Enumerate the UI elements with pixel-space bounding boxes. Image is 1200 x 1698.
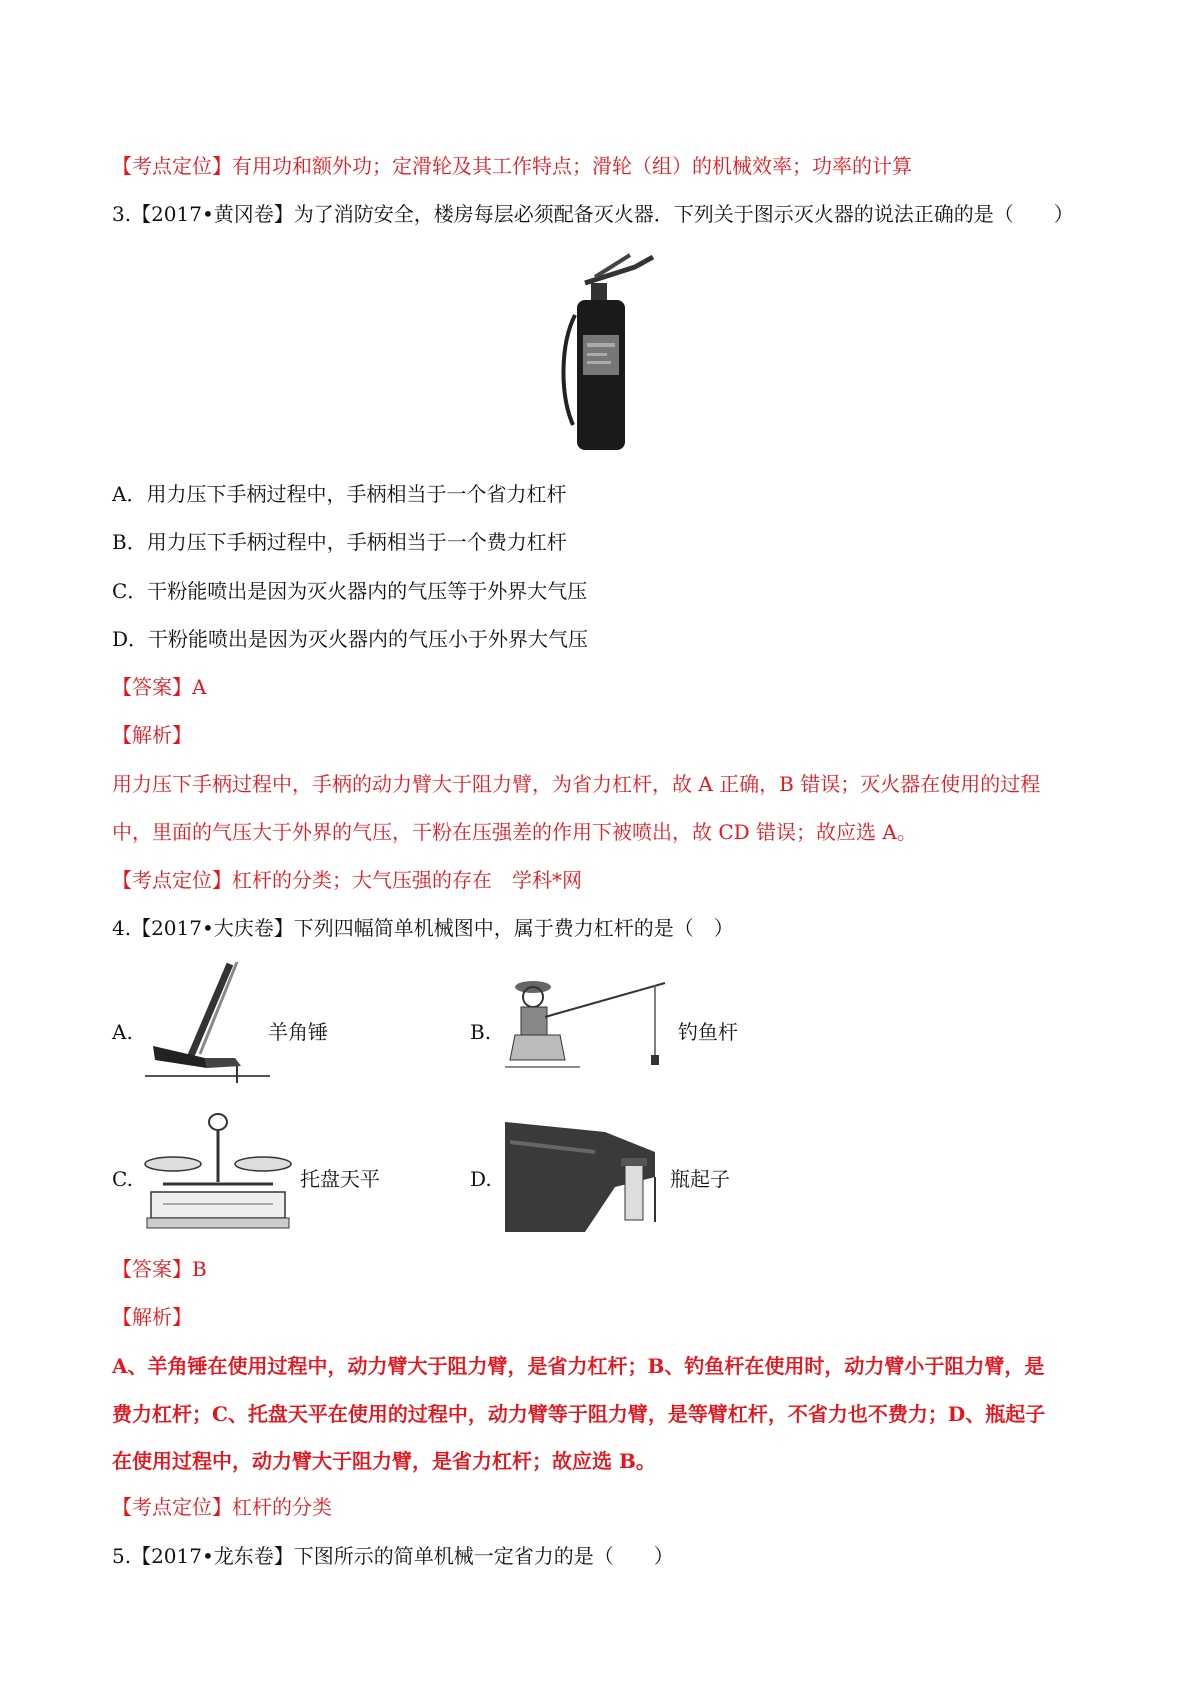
q4-stem: 4.【2017•大庆卷】下列四幅简单机械图中，属于费力杠杆的是（ ）: [112, 916, 734, 940]
q4-option-b-letter: B.: [470, 1020, 492, 1044]
q4-answer: 【答案】B: [112, 1257, 207, 1281]
q4-kaodian: 【考点定位】杠杆的分类: [112, 1495, 332, 1519]
fire-extinguisher-image: [555, 245, 665, 455]
q4-option-c-letter: C.: [112, 1167, 133, 1191]
q2-kaodian: 【考点定位】有用功和额外功；定滑轮及其工作特点；滑轮（组）的机械效率；功率的计算: [112, 154, 912, 178]
claw-hammer-image: [145, 958, 270, 1083]
q3-option-b: B．用力压下手柄过程中，手柄相当于一个费力杠杆: [112, 530, 567, 554]
q3-option-d: D．干粉能喷出是因为灭火器内的气压小于外界大气压: [112, 627, 589, 651]
q4-jiexi-line-3: 在使用过程中，动力臂大于阻力臂，是省力杠杆；故应选 B。: [112, 1449, 656, 1473]
q3-kaodian: 【考点定位】杠杆的分类；大气压强的存在 学科*网: [112, 868, 582, 892]
q3-stem: 3.【2017•黄冈卷】为了消防安全，楼房每层必须配备灭火器．下列关于图示灭火器的说法正确的是（ ）: [112, 202, 1074, 226]
q3-jiexi-line-2: 中，里面的气压大于外界的气压，干粉在压强差的作用下被喷出，故 CD 错误；故应选 A。: [112, 820, 917, 844]
q3-option-a: A．用力压下手柄过程中，手柄相当于一个省力杠杆: [112, 482, 567, 506]
q3-option-c: C．干粉能喷出是因为灭火器内的气压等于外界大气压: [112, 579, 588, 603]
q3-jiexi-line-1: 用力压下手柄过程中，手柄的动力臂大于阻力臂，为省力杠杆，故 A 正确，B 错误；灭火器在使用的过程: [112, 772, 1041, 796]
q4-option-a-letter: A.: [112, 1020, 133, 1044]
q4-option-d-letter: D.: [470, 1167, 492, 1191]
q4-option-b-caption: 钓鱼杆: [678, 1020, 738, 1044]
q3-answer: 【答案】A: [112, 675, 207, 699]
fishing-rod-image: [505, 975, 670, 1075]
q4-option-c-caption: 托盘天平: [300, 1167, 380, 1191]
q4-jiexi-label: 【解析】: [112, 1305, 192, 1329]
q4-jiexi-line-1: A、羊角锤在使用过程中，动力臂大于阻力臂，是省力杠杆；B、钓鱼杆在使用时，动力臂小于阻力臂，是: [112, 1354, 1045, 1378]
q5-stem: 5.【2017•龙东卷】下图所示的简单机械一定省力的是（ ）: [112, 1544, 674, 1568]
q4-jiexi-line-2: 费力杠杆；C、托盘天平在使用的过程中，动力臂等于阻力臂，是等臂杠杆，不省力也不费力；D、瓶起子: [112, 1402, 1046, 1426]
q3-jiexi-label: 【解析】: [112, 723, 192, 747]
bottle-opener-image: [505, 1122, 665, 1232]
q4-option-a-caption: 羊角锤: [268, 1020, 328, 1044]
q4-option-d-caption: 瓶起子: [670, 1167, 730, 1191]
balance-scale-image: [143, 1112, 293, 1234]
